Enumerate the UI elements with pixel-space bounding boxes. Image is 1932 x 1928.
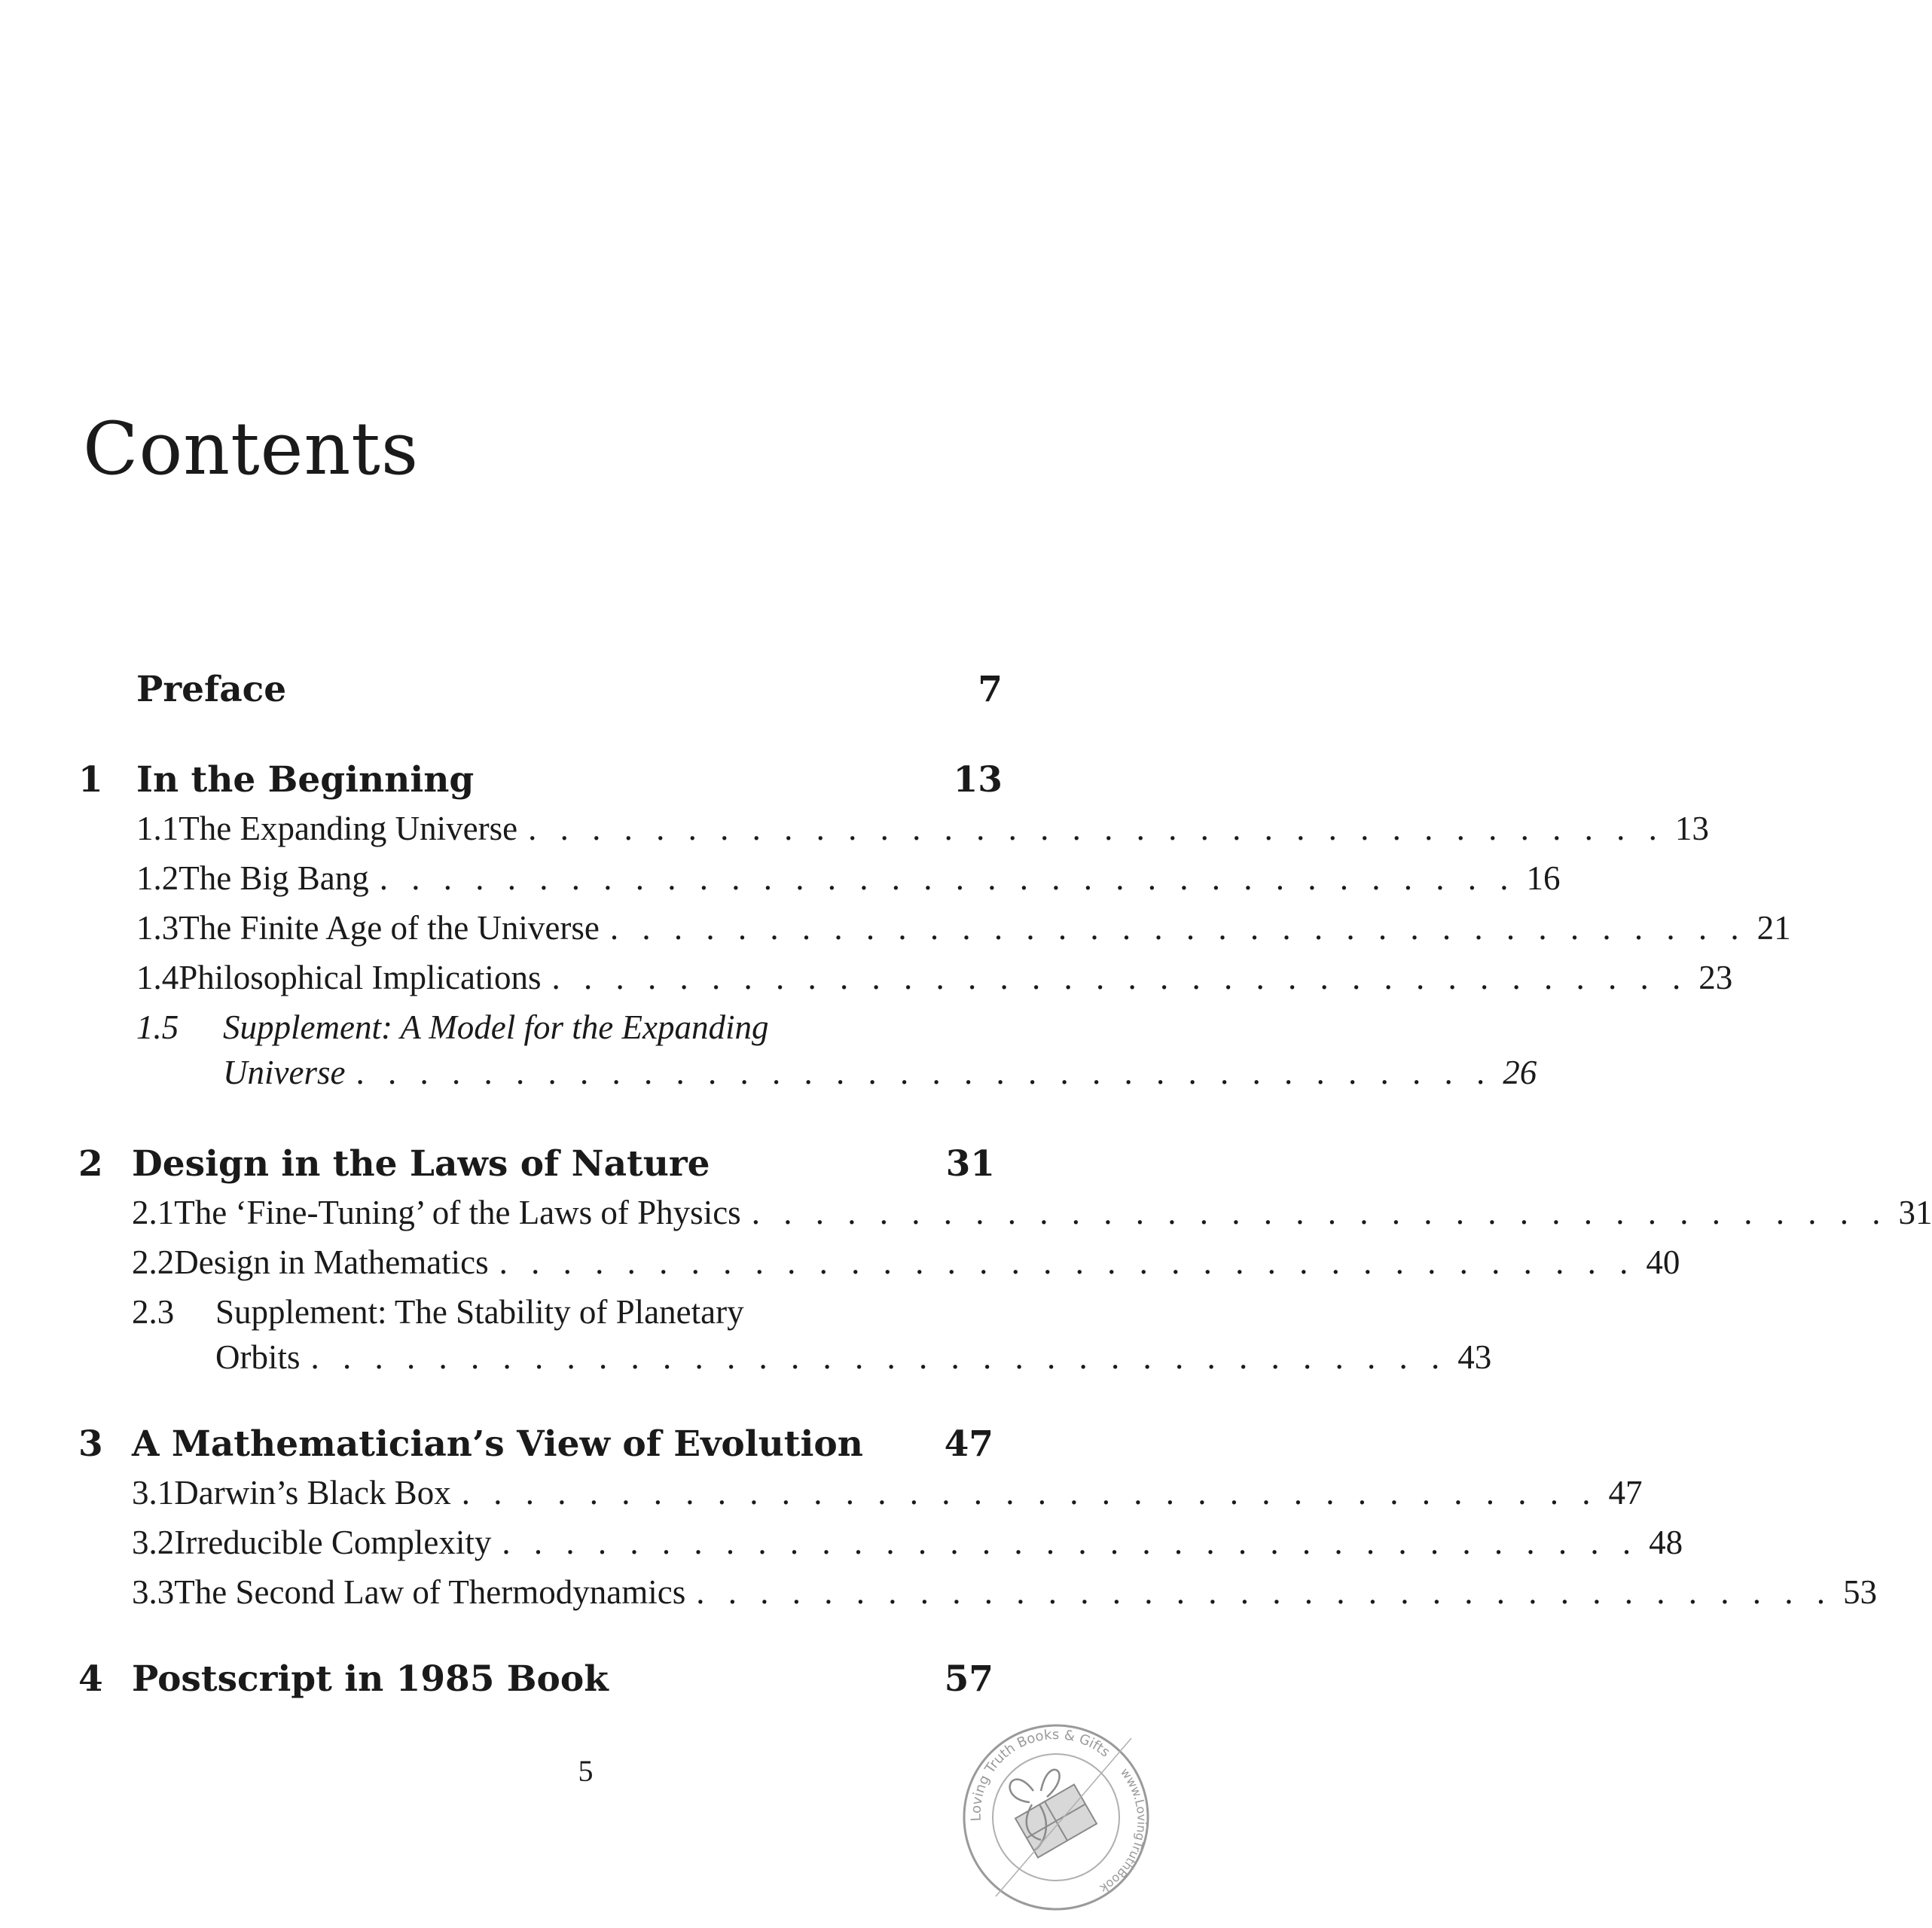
toc-preface-page: 7	[978, 669, 1003, 710]
toc-section-1-3[interactable]	[136, 908, 1791, 947]
section-title: Darwin’s Black Box	[174, 1474, 451, 1512]
dot-leader: . . . . . . . . . . . . . . . . . . . . . . . . . . . . . . . . . . . .	[499, 1243, 1636, 1281]
page-title: Contents	[83, 407, 420, 491]
dot-leader: . . . . . . . . . . . . . . . . . . . . . . . . . . . . . . . . . . . .	[696, 1573, 1833, 1611]
section-page: 40	[1646, 1243, 1680, 1281]
section-page: 23	[1699, 959, 1733, 996]
section-page: 13	[1674, 810, 1709, 847]
section-title: The ‘Fine-Tuning’ of the Laws of Physics	[174, 1194, 741, 1231]
toc-section-3-2[interactable]	[132, 1523, 1683, 1562]
toc-section-3-1[interactable]	[132, 1473, 1643, 1512]
page-number: 5	[578, 1754, 594, 1788]
bookseller-stamp	[951, 1708, 1161, 1919]
toc-preface[interactable]	[136, 669, 1003, 710]
section-number: 2.2	[132, 1243, 175, 1281]
gift-bow-book-icon	[951, 1708, 1161, 1919]
chapter-number: 1	[78, 759, 103, 801]
chapter-number: 2	[78, 1143, 103, 1185]
dot-leader: . . . . . . . . . . . . . . . . . . . . . . . . . . . . . . . . . . . .	[751, 1194, 1888, 1231]
toc-chapter-3[interactable]	[78, 1423, 993, 1465]
section-number: 1.2	[136, 859, 179, 897]
chapter-page: 47	[944, 1423, 993, 1465]
section-page: 21	[1757, 909, 1791, 947]
section-title: Design in Mathematics	[174, 1243, 489, 1281]
chapter-number: 4	[78, 1658, 103, 1700]
toc-section-1-2[interactable]	[136, 859, 1561, 898]
toc-section-2-3[interactable]	[132, 1292, 995, 1332]
section-number: 2.3	[132, 1293, 175, 1331]
section-number: 1.1	[136, 810, 179, 847]
chapter-page: 57	[944, 1658, 993, 1700]
dot-leader: . . . . . . . . . . . . . . . . . . . . . . . . . . . . . . . . . . . .	[502, 1524, 1639, 1561]
section-page: 47	[1608, 1474, 1643, 1512]
dot-leader: . . . . . . . . . . . . . . . . . . . . . . . . . . . . . . . . . . . .	[528, 810, 1665, 847]
section-number: 1.3	[136, 909, 179, 947]
dot-leader: . . . . . . . . . . . . . . . . . . . . . . . . . . . . . . . . . . . .	[609, 909, 1747, 947]
section-page: 43	[1457, 1338, 1492, 1376]
toc-section-1-5-cont[interactable]	[223, 1053, 1537, 1092]
section-page: 31	[1898, 1194, 1932, 1231]
toc-section-2-2[interactable]	[132, 1243, 1680, 1282]
section-title: The Expanding Universe	[179, 810, 518, 847]
toc-section-2-3-cont[interactable]	[215, 1338, 1492, 1377]
toc-section-3-3[interactable]	[132, 1573, 1877, 1612]
section-title: The Finite Age of the Universe	[179, 909, 600, 947]
toc-section-1-4[interactable]	[136, 958, 1733, 997]
section-page: 16	[1526, 859, 1561, 897]
dot-leader: . . . . . . . . . . . . . . . . . . . . . . . . . . . . . . . . . . . .	[551, 959, 1689, 996]
section-number: 3.3	[132, 1573, 175, 1611]
dot-leader: . . . . . . . . . . . . . . . . . . . . . . . . . . . . . . . . . . . .	[356, 1054, 1493, 1091]
dot-leader: . . . . . . . . . . . . . . . . . . . . . . . . . . . . . . . . . . . .	[310, 1338, 1448, 1376]
section-title: The Second Law of Thermodynamics	[174, 1573, 686, 1611]
toc-chapter-4[interactable]	[78, 1658, 993, 1700]
stamp-text-top: Loving Truth Books & Gifts	[968, 1727, 1113, 1822]
stamp-text-right: www.LovingTruthBook	[1097, 1765, 1149, 1896]
toc-chapter-2[interactable]	[78, 1143, 995, 1185]
section-number: 1.5	[136, 1008, 179, 1046]
chapter-number: 3	[78, 1423, 103, 1465]
section-number: 3.1	[132, 1474, 175, 1512]
section-number: 1.4	[136, 959, 179, 996]
section-title-line-1: Supplement: A Model for the Expanding	[223, 1008, 769, 1046]
chapter-page: 31	[945, 1143, 995, 1185]
section-number: 3.2	[132, 1524, 175, 1561]
section-page: 53	[1842, 1573, 1877, 1611]
section-title: Philosophical Implications	[179, 959, 542, 996]
chapter-page: 13	[953, 759, 1003, 801]
section-title: The Big Bang	[179, 859, 369, 897]
chapter-title: Design in the Laws of Nature	[132, 1143, 710, 1185]
book-icon	[1015, 1785, 1097, 1858]
section-title-line-2: Orbits	[215, 1338, 301, 1376]
toc-section-1-5[interactable]	[136, 1008, 1003, 1047]
section-page: 48	[1649, 1524, 1683, 1561]
section-page: 26	[1503, 1054, 1537, 1091]
section-title-line-1: Supplement: The Stability of Planetary	[215, 1293, 744, 1331]
chapter-title: Postscript in 1985 Book	[132, 1658, 609, 1700]
toc-section-1-1[interactable]	[136, 809, 1709, 848]
toc-preface-label: Preface	[136, 669, 287, 710]
toc-section-2-1[interactable]	[132, 1193, 1932, 1232]
chapter-title: In the Beginning	[136, 759, 475, 801]
section-number: 2.1	[132, 1194, 175, 1231]
toc-chapter-1[interactable]	[78, 759, 1003, 801]
section-title-line-2: Universe	[223, 1054, 346, 1091]
dot-leader: . . . . . . . . . . . . . . . . . . . . . . . . . . . . . . . . . . . .	[379, 859, 1516, 897]
dot-leader: . . . . . . . . . . . . . . . . . . . . . . . . . . . . . . . . . . . .	[461, 1474, 1598, 1512]
chapter-title: A Mathematician’s View of Evolution	[132, 1423, 863, 1465]
section-title: Irreducible Complexity	[174, 1524, 492, 1561]
